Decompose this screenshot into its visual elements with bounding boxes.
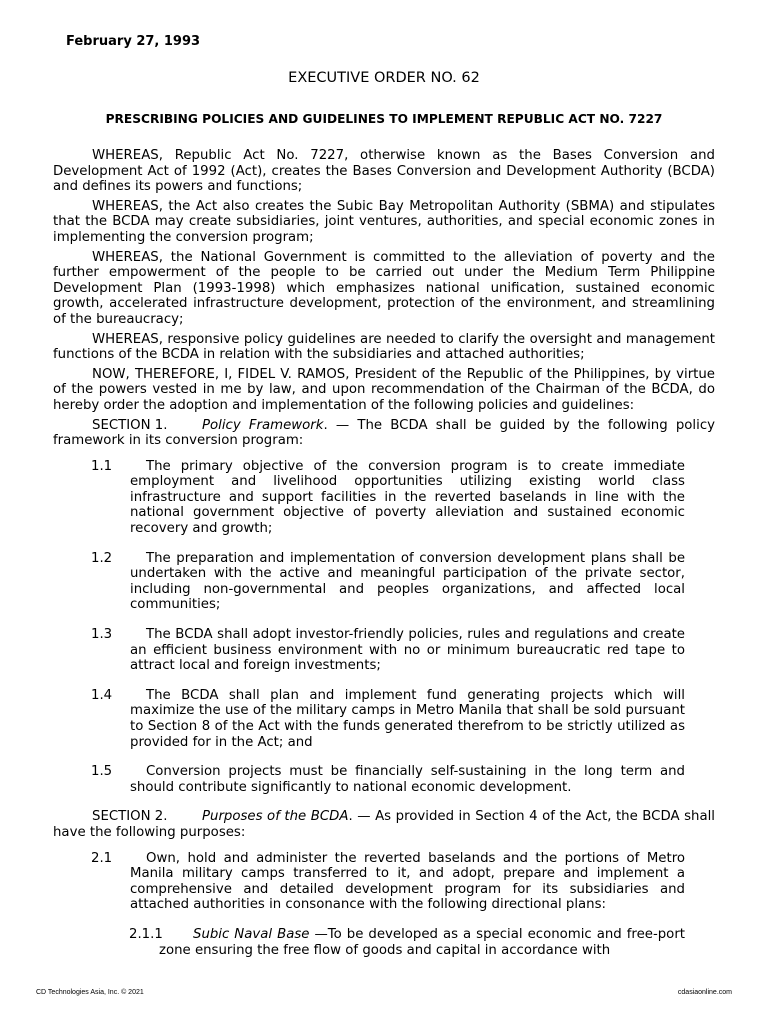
section-2-title: Purposes of the BCDA	[202, 809, 349, 825]
list-item-2-1	[91, 850, 685, 913]
document-subtitle: PRESCRIBING POLICIES AND GUIDELINES TO IMPLEMENT REPUBLIC ACT NO. 7227	[105, 112, 663, 126]
item-text: The BCDA shall plan and implement fund generating projects which will maximize the use of the military camps in Metro Manila that shall be sold pursuant to Section 8 of the Act with the funds generated therefrom to be strictly utilized as provided for in the Act; and	[130, 687, 685, 750]
section-1-number: SECTION 1.	[92, 417, 168, 433]
whereas-clause-1: WHEREAS, Republic Act No. 7227, otherwise known as the Bases Conversion and Development Act of 1992 (Act), creates the Bases Conversion and Development Authority (BCDA) and defines its powers and functions;	[53, 148, 715, 195]
item-number: 1.4	[91, 687, 113, 703]
item-text: The primary objective of the conversion program is to create immediate employment and livelihood opportunities utilizing existing world class infrastructure and support facilities in the reverted baselands in line with the national government objective of poverty alleviation and sustained economic recovery and growth;	[130, 458, 685, 537]
item-number: 1.5	[91, 764, 113, 780]
whereas-clause-2: WHEREAS, the Act also creates the Subic Bay Metropolitan Authority (SBMA) and stipulates that the BCDA may create subsidiaries, joint ventures, authorities, and special economic zones in implementing the conversion program;	[53, 198, 715, 245]
whereas-clause-4: WHEREAS, responsive policy guidelines are needed to clarify the oversight and management functions of the BCDA in relation with the subsidiaries and attached authorities;	[53, 331, 715, 363]
now-therefore-clause: NOW, THEREFORE, I, FIDEL V. RAMOS, President of the Republic of the Philippines, by virtue of the powers vested in me by law, and upon recommendation of the Chairman of the BCDA, do hereby order the adoption and implementation of the following policies and guidelines:	[53, 366, 715, 413]
list-item-1-4	[91, 687, 685, 750]
section-2-heading	[53, 809, 715, 840]
list-item-1-5	[91, 764, 685, 795]
sub-item-2-1-1	[129, 926, 686, 958]
document-body	[53, 148, 715, 958]
sub-item-text: —To be developed as a special economic and free-port zone ensuring the free flow of goods and capital in accordance with	[159, 926, 686, 958]
document-date: February 27, 1993	[66, 34, 201, 49]
item-text: Conversion projects must be financially self-sustaining in the long term and should contribute significantly to national economic development.	[130, 764, 685, 795]
item-number: 1.1	[91, 458, 113, 474]
item-number: 1.2	[91, 550, 113, 566]
list-item-1-1	[91, 458, 685, 537]
footer-copyright: CD Technologies Asia, Inc. © 2021	[36, 989, 144, 996]
sub-item-number: 2.1.1	[129, 926, 163, 942]
footer-website: cdasiaonline.com	[677, 989, 732, 996]
item-text: The preparation and implementation of conversion development plans shall be undertaken with the active and meaningful participation of the private sector, including non-governmental and peoples organizations, and affected local communities;	[130, 550, 685, 613]
section-1-text: . — The BCDA shall be guided by the following policy framework in its conversion program:	[53, 417, 715, 449]
item-text: The BCDA shall adopt investor-friendly policies, rules and regulations and create an efficient business environment with no or minimum bureaucratic red tape to attract local and foreign investments;	[130, 627, 685, 674]
section-2-number: SECTION 2.	[92, 809, 168, 825]
list-item-1-2	[91, 550, 685, 613]
item-number: 1.3	[91, 627, 113, 643]
section-1-title: Policy Framework	[202, 417, 324, 433]
sub-item-title: Subic Naval Base	[193, 926, 310, 942]
whereas-clause-3: WHEREAS, the National Government is committed to the alleviation of poverty and the further empowerment of the people to be carried out under the Medium Term Philippine Development Plan (1993-1998) which emphasizes national unification, sustained economic growth, accelerated infrastructure development, protection of the environment, and streamlining of the bureaucracy;	[53, 249, 715, 327]
item-number: 2.1	[91, 850, 113, 866]
document-title: EXECUTIVE ORDER NO. 62	[288, 70, 480, 86]
list-item-1-3	[91, 627, 685, 674]
section-2-text: . — As provided in Section 4 of the Act, the BCDA shall have the following purposes:	[53, 809, 715, 840]
item-text: Own, hold and administer the reverted baselands and the portions of Metro Manila military camps transferred to it, and adopt, prepare and implement a comprehensive and detailed development program for its subsidiaries and attached authorities in consonance with the following directional plans:	[130, 850, 685, 913]
section-1-heading	[53, 418, 715, 449]
